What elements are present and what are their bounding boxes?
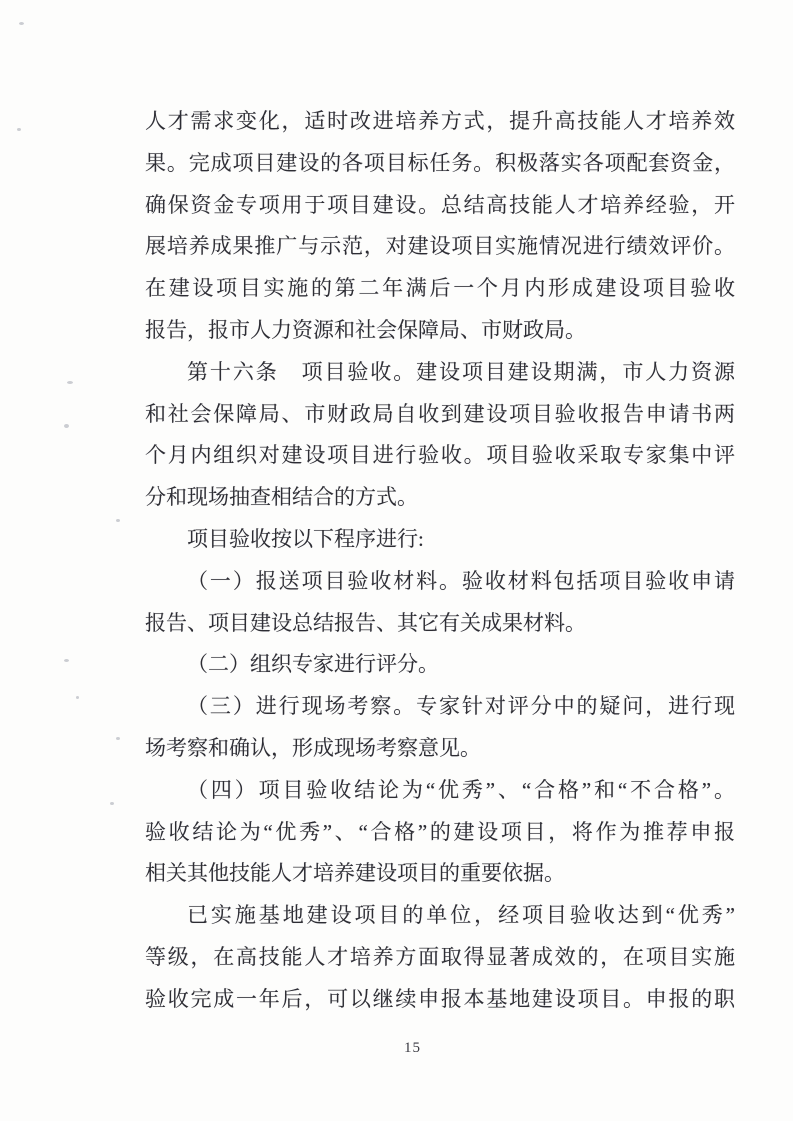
text-line: （三）进行现场考察。专家针对评分中的疑问，进行现 xyxy=(187,694,735,719)
text-line: 报告，报市人力资源和社会保障局、市财政局。 xyxy=(145,317,586,342)
text-line: 在建设项目实施的第二年满后一个月内形成建设项目验收 xyxy=(145,276,735,301)
text-line: 人才需求变化，适时改进培养方式，提升高技能人才培养效 xyxy=(145,109,735,133)
text-line: （一）报送项目验收材料。验收材料包括项目验收申请 xyxy=(187,568,735,593)
text-line: 验收结论为“优秀”、“合格”的建设项目，将作为推荐申报 xyxy=(145,819,735,844)
scan-speck xyxy=(64,659,69,662)
text-line: 项目验收按以下程序进行: xyxy=(187,526,424,551)
scan-speck xyxy=(64,424,69,428)
document-body xyxy=(145,101,735,1021)
page-number: 15 xyxy=(404,1040,421,1056)
scan-speck xyxy=(116,737,120,740)
text-line: 等级，在高技能人才培养方面取得显著成效的，在项目实施 xyxy=(145,944,735,969)
text-line: 场考察和确认，形成现场考察意见。 xyxy=(145,735,481,760)
text-line: 个月内组织对建设项目进行验收。项目验收采取专家集中评 xyxy=(145,443,735,468)
scan-speck xyxy=(76,696,79,699)
scan-speck xyxy=(67,381,73,384)
text-line: 相关其他技能人才培养建设项目的重要依据。 xyxy=(145,861,565,886)
text-line: 展培养成果推广与示范，对建设项目实施情况进行绩效评价。 xyxy=(145,234,735,259)
text-line: 已实施基地建设项目的单位，经项目验收达到“优秀” xyxy=(187,903,735,928)
scan-speck xyxy=(700,113,704,116)
text-line: 果。完成项目建设的各项目标任务。积极落实各项配套资金， xyxy=(145,150,735,175)
text-line: 验收完成一年后，可以继续申报本基地建设项目。申报的职 xyxy=(145,986,735,1011)
text-line: 分和现场抽查相结合的方式。 xyxy=(145,485,418,510)
scan-speck xyxy=(116,519,120,522)
text-line: 报告、项目建设总结报告、其它有关成果材料。 xyxy=(145,610,586,635)
scan-speck xyxy=(17,128,21,131)
text-line: 和社会保障局、市财政局自收到建设项目验收报告申请书两 xyxy=(145,401,735,426)
text-line: （二）组织专家进行评分。 xyxy=(187,652,439,677)
scan-speck xyxy=(110,802,114,805)
text-line: （四）项目验收结论为“优秀”、“合格”和“不合格”。 xyxy=(187,777,735,802)
scan-speck xyxy=(19,22,24,25)
text-line: 确保资金专项用于项目建设。总结高技能人才培养经验，开 xyxy=(145,192,735,217)
text-line: 第十六条 项目验收。建设项目建设期满，市人力资源 xyxy=(187,359,735,384)
